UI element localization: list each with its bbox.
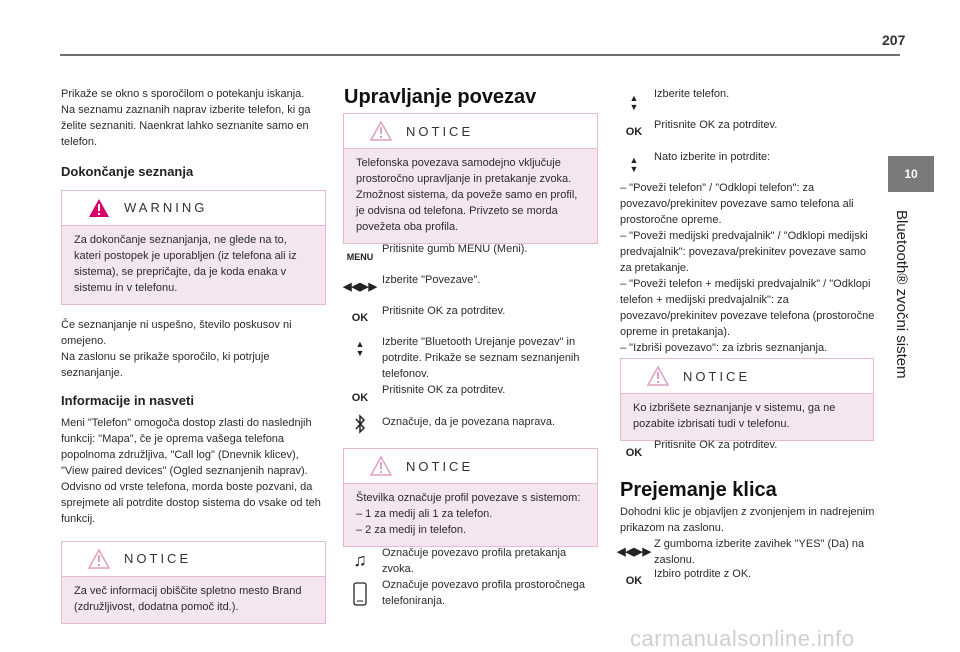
option-item: – "Poveži telefon" / "Odklopi telefon": za povezavo/prekinitev povezave samo telefona ali prostoročne opreme. xyxy=(620,182,854,226)
step-bluetooth: Izberite "Bluetooth Urejanje povezav" in potrdite. Prikaže se seznam seznanjenih telefonov. xyxy=(382,336,580,380)
arrows-up-down-icon: ▲ ▼ xyxy=(355,339,365,358)
notice-label: NOTICE xyxy=(124,551,192,566)
notice-icon xyxy=(88,549,110,569)
warning-box xyxy=(61,190,326,305)
notice-box-delete xyxy=(620,358,874,441)
step-ok-2: Pritisnite OK za potrditev. xyxy=(382,384,506,396)
arrows-left-right-icon: ◀◀▶▶ xyxy=(343,281,377,293)
arrows-left-right-icon: ◀◀▶▶ xyxy=(617,546,651,558)
ok-button-icon: OK xyxy=(351,312,369,324)
bluetooth-icon xyxy=(353,414,367,434)
intro-text-1: Prikaže se okno s sporočilom o potekanju iskanja. xyxy=(61,88,305,100)
notice-label: NOTICE xyxy=(406,458,474,474)
ok-button-icon: OK xyxy=(625,126,643,138)
step-connected: Označuje, da je povezana naprava. xyxy=(382,416,556,428)
warning-text: Za dokončanje seznanjanja, ne glede na to, kateri postopek je uporabljen (iz telefona ali iz sistema), se prepričajte, da je koda enaka v sistemu in v telefonu. xyxy=(74,234,297,294)
step-connections: Izberite "Povezave". xyxy=(382,274,481,286)
section-title-connections: Upravljanje povezav xyxy=(344,86,537,108)
notice-text: Ko izbrišete seznanjanje v sistemu, ga ne pozabite izbrisati tudi v telefonu. xyxy=(633,402,836,430)
notice-box xyxy=(61,541,326,624)
ok-button-icon: OK xyxy=(351,392,369,404)
options-list xyxy=(620,180,875,356)
notice-box-connections xyxy=(343,113,598,244)
step-select-phone: Izberite telefon. xyxy=(654,88,730,100)
ok-button-icon: OK xyxy=(625,447,643,459)
warning-label: WARNING xyxy=(124,200,208,215)
ok-button-icon: OK xyxy=(625,575,643,587)
watermark: carmanualsonline.info xyxy=(630,626,855,651)
heading-done: Dokončanje seznanja xyxy=(61,164,194,179)
column-1 xyxy=(61,86,326,624)
arrows-up-down-icon: ▲ ▼ xyxy=(629,93,639,112)
header-rule xyxy=(60,54,900,56)
notice-text: Za več informacij obiščite spletno mesto Brand (združljivost, dodatna pomoč itd.). xyxy=(74,585,302,613)
step-ok-4: Pritisnite OK za potrditev. xyxy=(654,439,778,451)
option-item: – "Poveži medijski predvajalnik" / "Odklopi medijski predvajalnik": povezava/prekinitev povezave samo za pretakanje. xyxy=(620,230,868,274)
notice-box-profile xyxy=(343,448,598,547)
step-then-select: Nato izberite in potrdite: xyxy=(654,151,771,163)
step-menu: Pritisnite gumb MENU (Meni). xyxy=(382,243,528,255)
call-step-select-yes: Z gumboma izberite zavihek "YES" (Da) na zaslonu. xyxy=(654,538,865,566)
notice-line: – 1 za medij ali 1 za telefon. xyxy=(356,508,493,520)
notice-label: NOTICE xyxy=(406,123,474,139)
after-warning-2: Na zaslonu se prikaže sporočilo, ki potrjuje seznanjanje. xyxy=(61,351,270,379)
section-title-incoming-call: Prejemanje klica xyxy=(620,479,777,501)
option-item: – "Izbriši povezavo": za izbris seznanjanja. xyxy=(620,342,828,354)
page-number: 207 xyxy=(882,32,906,48)
intro-text-2: Na seznamu zaznanih naprav izberite telefon, ki ga želite seznaniti. Naenkrat lahko seznanite samo en telefon. xyxy=(61,104,311,148)
after-warning-1: Če seznanjanje ni uspešno, število poskusov ni omejeno. xyxy=(61,319,292,347)
notice-line: Številka označuje profil povezave s sistemom: xyxy=(356,492,581,504)
notice-icon xyxy=(370,121,392,141)
option-item: – "Poveži telefon + medijski predvajalnik" / "Odklopi telefon + medijski predvajalnik": za povezavo/prekinitev povezave telefona (prostoročne opreme in pretakanja). xyxy=(620,278,875,338)
notice-icon xyxy=(370,456,392,476)
notice-icon xyxy=(647,366,669,386)
heading-info: Informacije in nasveti xyxy=(61,393,194,408)
notice-label: NOTICE xyxy=(683,368,751,384)
notice-text: Telefonska povezava samodejno vključuje prostoročno upravljanje in pretakanje zvoka. Zmožnost sistema, da poveže samo en profil, je odvisna od telefona. Privzeto se morda povežeta oba profila. xyxy=(356,157,578,233)
info-text-1: Meni "Telefon" omogoča dostop zlasti do naslednjih funkcij: "Mapa", če je oprema vašega telefona popolnoma združljiva, "Call log" (Dnevnik klicev), "View paired devices" (Ogled seznanjenih naprav). xyxy=(61,417,312,477)
step-ok-1: Pritisnite OK za potrditev. xyxy=(382,305,506,317)
music-note-icon: ♫ xyxy=(353,550,367,570)
menu-button-icon: MENU xyxy=(346,252,374,262)
phone-profile-text: Označuje povezavo profila prostoročnega telefoniranja. xyxy=(382,579,586,607)
incoming-call-text: Dohodni klic je objavljen z zvonjenjem in nadrejenim prikazom na zaslonu. xyxy=(620,506,875,534)
chapter-tab[interactable]: 10 xyxy=(888,156,934,192)
call-step-confirm: Izbiro potrdite z OK. xyxy=(654,568,752,580)
phone-icon xyxy=(353,582,367,606)
step-ok-3: Pritisnite OK za potrditev. xyxy=(654,119,778,131)
music-profile-text: Označuje povezavo profila pretakanja zvoka. xyxy=(382,547,567,575)
arrows-up-down-icon: ▲ ▼ xyxy=(629,155,639,174)
warning-icon xyxy=(88,198,110,218)
info-text-2: Odvisno od vrste telefona, morda boste pozvani, da sprejmete ali potrdite dostop sistema do vsake od teh funkcij. xyxy=(61,481,321,525)
notice-line: – 2 za medij in telefon. xyxy=(356,524,467,536)
